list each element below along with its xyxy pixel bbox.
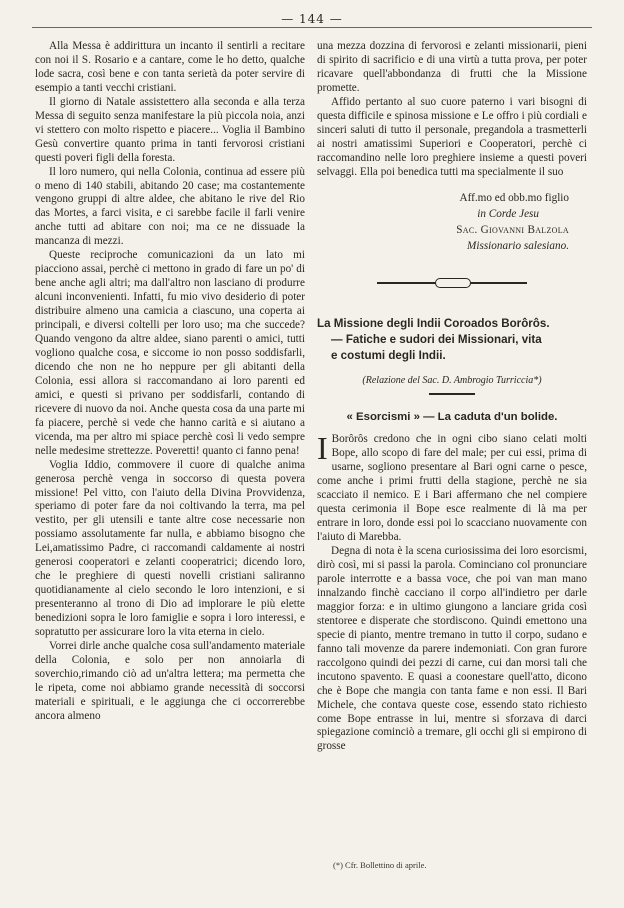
right-column	[317, 40, 587, 754]
section-subhead: « Esorcismi » — La caduta d'un bolide.	[346, 411, 558, 424]
left-column	[35, 40, 305, 724]
paragraph: Alla Messa è addirittura un incanto il sentirli a recitare con noi il S. Rosario e a cantare, come le ho detto, qualche lode sacra, così bene e con tanta serietà da poter servire di esempio a tanti vecchi cristiani.	[35, 40, 305, 94]
signature-role: Missionario salesiano.	[467, 239, 569, 252]
paragraph: Il giorno di Natale assistettero alla seconda e alla terza Messa di seguito senza manifestare la più piccola noia, anzi vi stettero con molto rispetto e piacere... Voglia il Bambino Gesù convertire quanto prima in tanti fervorosi cristiani questi poveri figli della foresta.	[35, 95, 305, 164]
signature-line: Aff.mo ed obb.mo figlio	[459, 191, 569, 204]
paragraph: una mezza dozzina di fervorosi e zelanti missionarii, pieni di spirito di sacrificio e di una virtù a tutta prova, per poter ricavare quell'abbondanza di frutti che la Missione promette.	[317, 40, 587, 94]
signature-block	[317, 190, 587, 254]
signature-name: Sac. Giovanni Balzola	[456, 223, 569, 236]
section-ornament	[377, 278, 527, 288]
section-reference: (Relazione del Sac. D. Ambrogio Turriccia*)	[362, 374, 542, 386]
paragraph: Voglia Iddio, commovere il cuore di qualche anima generosa perchè venga in soccorso di questa povera missione! Pel vitto, con l'aiuto della Divina Provvidenza, speriamo di poter fare da noi coltivando la terra, ma pel vestito, per gli utensili e tante altre cose necessarie non possiamo assolutamente far nulla, e abbiamo bisogno che Lei,amatissimo Padre, ci raccomandi caldamente ai nostri generosi cooperatori e zelanti cooperatrici; dicendo loro, che le preghiere di questi novelli cristiani saliranno quotidianamente al cielo secondo le loro intenzioni, e si presenteranno al trono di Dio ad implorare le più elette benedizioni sopra le loro famiglie e sopra i loro interessi, e sopratutto per assicurare loro la vita eterna in cielo.	[35, 458, 305, 639]
paragraph: Il loro numero, qui nella Colonia, continua ad essere più o meno di 140 stabili, abitando 20 case; ma costantemente vengono gruppi di altre aldee, che abitano le rive del Rio das Mortes, a farci visita, e ci sarebbe facile il farli venire anche tutti ad abitare con noi; ma ce ne dissuade la mancanza di mezzi.	[35, 165, 305, 248]
header-rule	[32, 27, 592, 28]
first-paragraph: I Borôrôs credono che in ogni cibo siano celati molti Bope, allo scopo di fare del male; per cui essi, prima di usarne, sogliono presentare al Bari ogni carne o pesce, come anche i primi frutti della stagione, perchè ne sia scacciato il nemico. E i Bari affermano che nel compiere questa cerimonia il Bope esce realmente di là ma per entrare in loro, donde essi poi lo scacciano nuovamente con l'aiuto di Marebba.	[317, 430, 587, 544]
paragraph: Queste reciproche comunicazioni da un lato mi piacciono assai, perchè ci mettono in grado di fare un po' di bene anche agli altri; ma dall'altro non lasciano di produrre alcuni inconvenienti. Infatti, fu mio vivo desiderio di poter distribuire almeno una camicia a ciascuno, una coperta ai principali, e diversi coltelli per loro uso; ma che succede? Quando vengono da altre aldee, siano parenti o amici, tutti vogliono qualche cosa, e siccome io non posso soddisfarli, dicendo che non ne ho neppure per gli abitanti della Colonia, essi allora si raccomandano ai loro parenti ed amici, e questi si privano per soddisfarli, contando di ricevere di nuovo da noi. Anche questa cosa da una parte mi fa piacere, perchè si vede che hanno carità e si aiutano a vicenda, ma per altro mi spiace perchè così li vedo sempre nelle medesime strettezze. Poveretti! quanto ci fanno pena!	[35, 249, 305, 457]
page-number: — 144 —	[0, 12, 624, 26]
footnote: (*) Cfr. Bollettino di aprile.	[333, 860, 427, 870]
paragraph: Degna di nota è la scena curiosissima dei loro esorcismi, dirò così, mi si passi la parola. Cominciano col pronunciare parole interrotte e a bassa voce, che poi van man mano innalzando finchè cacciano il corpo all'indietro per darle maggior forza: e in ultimo giungono a lanciare grida così stentoree e disperate che stordiscono. Quindi emettono una specie di pianto, mentre tremano in tutto il corpo, sudano e fanno tali movenze da parere indemoniati. Con gran furore raccolgono quindi dei pezzi di carne, cui dan morsi tali che incutono spavento. E quasi a coonestare quell'atto, dicono che è Bope che mangia con tanta fame e non essi. Il Bari Michele, che contava queste cose, essendo stato richiesto come Bope entrasse in lui, mentre si sforzava di darci spiegazione cominciò a tremare, gli occhi gli si empirono di grosse	[317, 545, 587, 753]
section-title: La Missione degli Indii Coroados Borôrôs. — Fatiche e sudori dei Missionari, vita e costumi degli Indii.	[317, 316, 550, 362]
dropcap: I	[317, 430, 328, 467]
divider	[429, 393, 475, 395]
signature-line: in Corde Jesu	[477, 207, 539, 220]
paragraph: Affido pertanto al suo cuore paterno i vari bisogni di questa difficile e spinosa missione e Le offro i più cordiali e sinceri saluti di tutto il personale, pregandola a trasmetterli ai nostri amatissimi Superiori e Cooperatori, perchè ci raccomandino nelle loro preghiere insieme a questi poveri selvaggi. Ella poi benedica tutti ma specialmente il suo	[317, 95, 587, 178]
paragraph: Vorrei dirle anche qualche cosa sull'andamento materiale della Colonia, e solo per non annoiarla di soverchio,rimando ciò ad un'altra lettera; ma permetta che le ripeta, come noi abbiamo grande necessità di soccorsi materiali e spirituali, e le aggiunga che ci occorrerebbe ancora almeno	[35, 639, 305, 722]
